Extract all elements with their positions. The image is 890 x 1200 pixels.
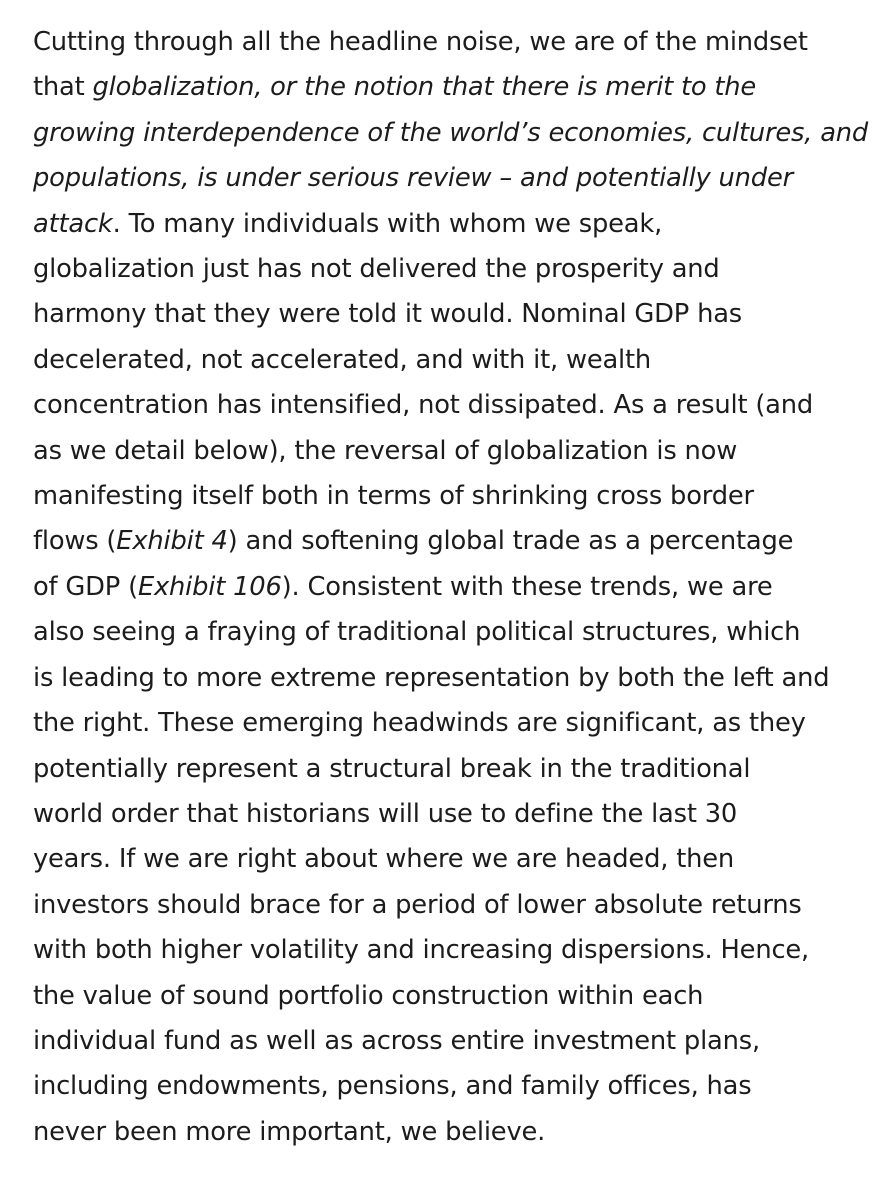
text-line: [33, 883, 873, 928]
text-line: [33, 656, 873, 701]
text-line: [33, 1064, 873, 1109]
text-run: potentially represent a structural break in the traditional: [33, 753, 751, 784]
text-line: [33, 974, 873, 1019]
text-run: the right. These emerging headwinds are significant, as they: [33, 708, 806, 739]
text-run: as we detail below), the reversal of globalization is now: [33, 435, 738, 466]
text-run: that: [33, 72, 93, 103]
text-run: the value of sound portfolio construction within each: [33, 980, 704, 1011]
text-line: [33, 111, 873, 156]
italic-text-run: growing interdependence of the world’s economies, cultures, and: [33, 117, 869, 148]
text-run: also seeing a fraying of traditional political structures, which: [33, 617, 801, 648]
text-line: [33, 429, 873, 474]
text-run: Cutting through all the headline noise, we are of the mindset: [33, 27, 808, 57]
text-run: ) and softening global trade as a percentage: [227, 526, 794, 557]
document-page: [33, 20, 873, 1155]
text-run: never been more important, we believe.: [33, 1116, 546, 1147]
text-run: including endowments, pensions, and family offices, has: [33, 1071, 752, 1102]
text-run: flows (: [33, 526, 117, 557]
text-run: concentration has intensified, not dissipated. As a result (and: [33, 390, 814, 421]
text-line: [33, 701, 873, 746]
text-line: [33, 247, 873, 292]
text-line: [33, 519, 873, 564]
text-run: investors should brace for a period of lower absolute returns: [33, 889, 802, 920]
text-run: ). Consistent with these trends, we are: [281, 571, 773, 602]
text-run: is leading to more extreme representation by both the left and: [33, 662, 830, 693]
text-line: [33, 610, 873, 655]
text-line: [33, 20, 873, 65]
italic-text-run: attack: [33, 208, 113, 239]
text-run: world order that historians will use to define the last 30: [33, 798, 738, 829]
text-line: [33, 837, 873, 882]
italic-text-run: Exhibit 4: [116, 526, 228, 557]
italic-text-run: Exhibit 106: [137, 571, 282, 602]
text-line: [33, 202, 873, 247]
text-line: [33, 338, 873, 383]
text-run: globalization just has not delivered the prosperity and: [33, 254, 720, 285]
text-line: [33, 792, 873, 837]
text-run: with both higher volatility and increasing dispersions. Hence,: [33, 935, 810, 966]
text-line: [33, 1110, 873, 1155]
text-line: [33, 474, 873, 519]
text-run: individual fund as well as across entire investment plans,: [33, 1025, 760, 1056]
text-line: [33, 747, 873, 792]
text-run: . To many individuals with whom we speak,: [112, 208, 663, 239]
text-run: manifesting itself both in terms of shrinking cross border: [33, 481, 754, 512]
italic-text-run: globalization, or the notion that there is merit to the: [92, 72, 757, 103]
text-line: [33, 156, 873, 201]
text-line: [33, 565, 873, 610]
text-run: decelerated, not accelerated, and with it, wealth: [33, 344, 652, 375]
text-line: [33, 1019, 873, 1064]
text-line: [33, 292, 873, 337]
italic-text-run: populations, is under serious review – and potentially under: [33, 163, 793, 194]
body-paragraph: [33, 20, 873, 1155]
text-run: harmony that they were told it would. Nominal GDP has: [33, 299, 743, 330]
text-line: [33, 928, 873, 973]
text-line: [33, 383, 873, 428]
text-run: of GDP (: [33, 571, 138, 602]
text-line: [33, 65, 873, 110]
text-run: years. If we are right about where we are headed, then: [33, 844, 734, 875]
